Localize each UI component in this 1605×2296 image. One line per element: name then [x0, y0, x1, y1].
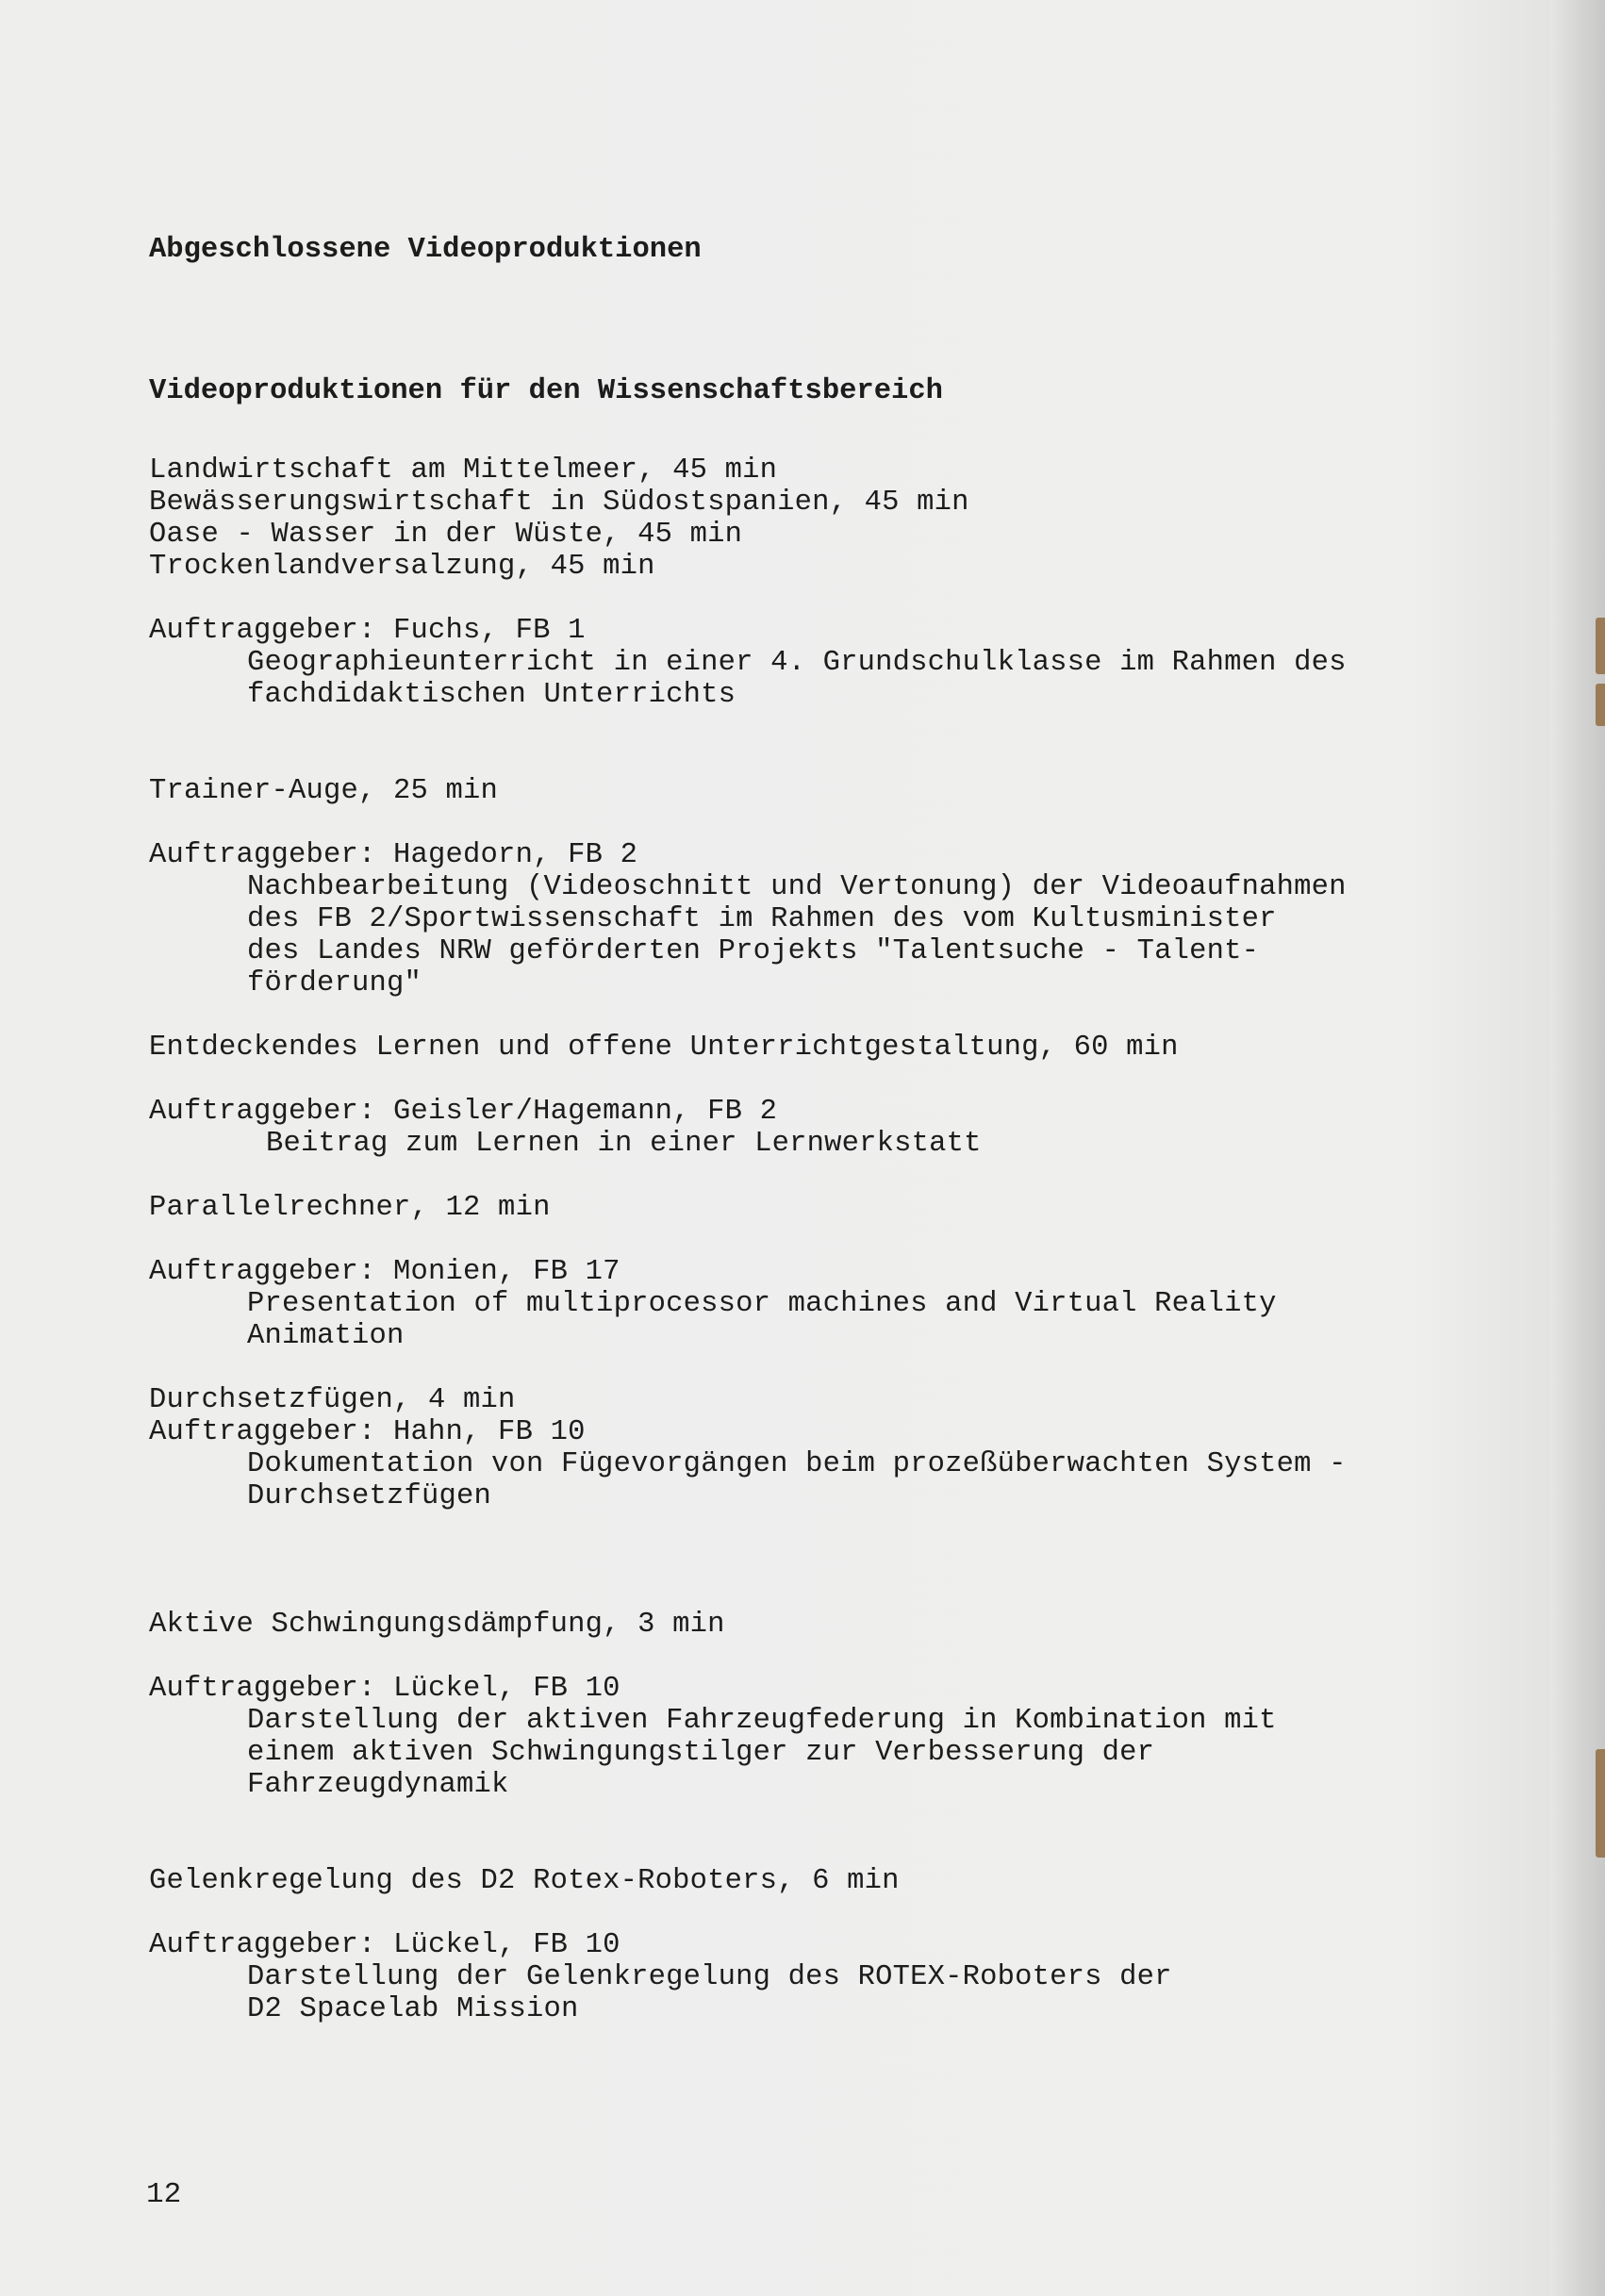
- production-description: Geographieunterricht in einer 4. Grundschulklasse im Rahmen des: [247, 647, 1347, 679]
- page-edge-shadow: [1550, 0, 1605, 2296]
- production-description: des Landes NRW geförderten Projekts "Talentsuche - Talent-: [247, 935, 1260, 967]
- production-description: Darstellung der aktiven Fahrzeugfederung in Kombination mit: [247, 1705, 1277, 1737]
- client-line: Auftraggeber: Hahn, FB 10: [149, 1416, 586, 1448]
- client-line: Auftraggeber: Lückel, FB 10: [149, 1929, 620, 1961]
- client-line: Auftraggeber: Monien, FB 17: [149, 1256, 620, 1288]
- production-description: Beitrag zum Lernen in einer Lernwerkstatt: [266, 1128, 982, 1160]
- production-description: Durchsetzfügen: [247, 1480, 492, 1512]
- production-description: Presentation of multiprocessor machines and Virtual Reality: [247, 1288, 1277, 1320]
- client-line: Auftraggeber: Geisler/Hagemann, FB 2: [149, 1096, 778, 1128]
- production-title: Trockenlandversalzung, 45 min: [149, 551, 655, 583]
- page-number: 12: [146, 2178, 182, 2211]
- document-content: [149, 234, 1507, 2025]
- production-title: Trainer-Auge, 25 min: [149, 775, 499, 807]
- production-title: Parallelrechner, 12 min: [149, 1192, 551, 1224]
- production-description: Nachbearbeitung (Videoschnitt und Vertonung) der Videoaufnahmen: [247, 871, 1347, 903]
- client-line: Auftraggeber: Hagedorn, FB 2: [149, 839, 638, 871]
- production-description: Fahrzeugdynamik: [247, 1769, 509, 1801]
- main-heading: Abgeschlossene Videoproduktionen: [149, 234, 702, 266]
- production-title: Oase - Wasser in der Wüste, 45 min: [149, 519, 743, 551]
- production-description: Darstellung der Gelenkregelung des ROTEX-Roboters der: [247, 1961, 1172, 1993]
- production-description: fachdidaktischen Unterrichts: [247, 679, 736, 711]
- client-line: Auftraggeber: Fuchs, FB 1: [149, 615, 586, 647]
- production-description: Animation: [247, 1320, 405, 1352]
- sub-heading: Videoproduktionen für den Wissenschaftsbereich: [149, 375, 943, 407]
- binding-mark: [1596, 618, 1605, 674]
- production-title: Aktive Schwingungsdämpfung, 3 min: [149, 1609, 725, 1641]
- production-title: Gelenkregelung des D2 Rotex-Roboters, 6 min: [149, 1865, 900, 1897]
- production-description: D2 Spacelab Mission: [247, 1993, 579, 2025]
- client-line: Auftraggeber: Lückel, FB 10: [149, 1673, 620, 1705]
- binding-mark: [1596, 1768, 1605, 1858]
- production-title: Entdeckendes Lernen und offene Unterrichtgestaltung, 60 min: [149, 1032, 1179, 1064]
- production-title: Landwirtschaft am Mittelmeer, 45 min: [149, 454, 778, 487]
- production-description: einem aktiven Schwingungstilger zur Verbesserung der: [247, 1737, 1155, 1769]
- binding-mark: [1596, 684, 1605, 726]
- production-title: Bewässerungswirtschaft in Südostspanien, 45 min: [149, 487, 969, 519]
- production-description: förderung": [247, 967, 422, 999]
- production-title: Durchsetzfügen, 4 min: [149, 1384, 516, 1416]
- production-description: Dokumentation von Fügevorgängen beim prozeßüberwachten System -: [247, 1448, 1347, 1480]
- production-description: des FB 2/Sportwissenschaft im Rahmen des vom Kultusminister: [247, 903, 1277, 935]
